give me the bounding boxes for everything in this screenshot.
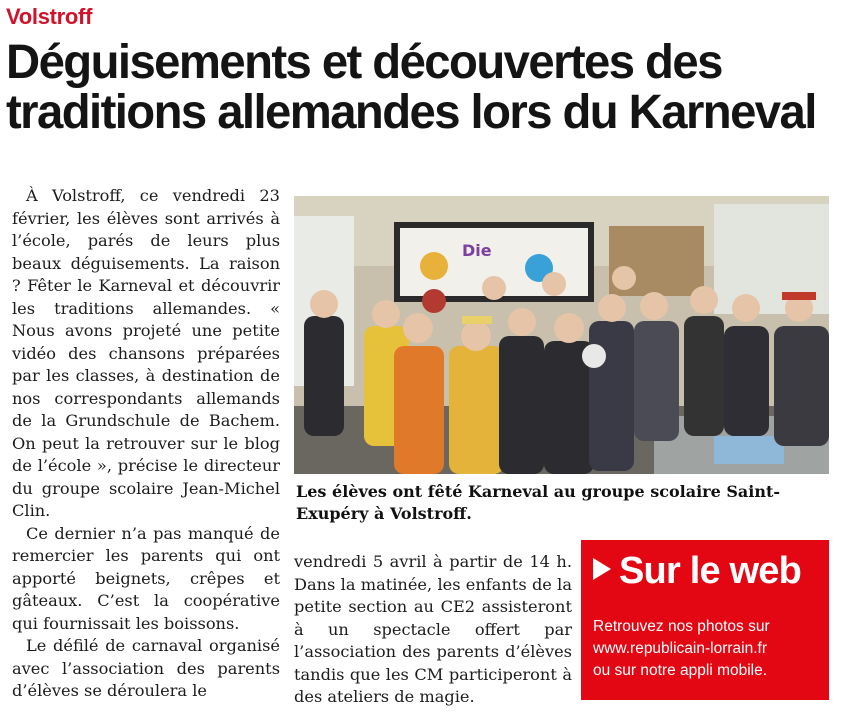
classroom-photo-illustration [294,196,829,474]
web-box-text [593,616,823,682]
web-line-3: ou sur notre appli mobile. [593,662,768,679]
paragraph: Ce dernier n’a pas manqué de remercier les parents qui ont apporté beignets, crêpes et gâteaux. C’est la coopérative qui fournissait les boissons. [12,523,280,633]
play-triangle-icon [593,558,611,580]
sur-le-web-box[interactable] [581,540,829,700]
web-line-1: Retrouvez nos photos sur [593,618,770,635]
web-box-title [593,550,801,593]
board-text: Die [462,241,492,260]
web-link[interactable]: www.republicain-lorrain.fr [593,640,768,657]
headline-line-2: traditions allemandes lors du Karneval [6,86,816,139]
section-kicker: Volstroff [6,4,93,29]
article-column-2 [294,551,572,709]
article-photo [294,196,829,474]
paragraph: vendredi 5 avril à partir de 14 h. Dans la matinée, les enfants de la petite section au CE2 assisteront à un spectacle offert par l’association des parents d’élèves tandis que les CM participeront à des ateliers de magie. [294,552,572,706]
paragraph: À Volstroff, ce vendredi 23 février, les élèves sont arrivés à l’école, parés de leurs plus beaux déguisements. La raison ? Fêter le Karneval et découvrir les traditions allemandes. « Nous avons projeté une petite vidéo des chansons préparées par les classes, à destination de nos correspondants allemands de la Grundschule de Bachem. On peut la retrouver sur le blog de l’école », précise le directeur du groupe scolaire Jean-Michel Clin. [12,186,280,520]
article-column-1 [12,185,280,703]
web-title-text: Sur le web [619,550,802,592]
paragraph: Le défilé de carnaval organisé avec l’association des parents d’élèves se déroulera le [12,636,280,700]
headline [6,38,833,138]
headline-line-1: Déguisements et découvertes des [6,36,722,89]
photo-caption: Les élèves ont fêté Karneval au groupe scolaire Saint-Exupéry à Volstroff. [296,482,781,523]
